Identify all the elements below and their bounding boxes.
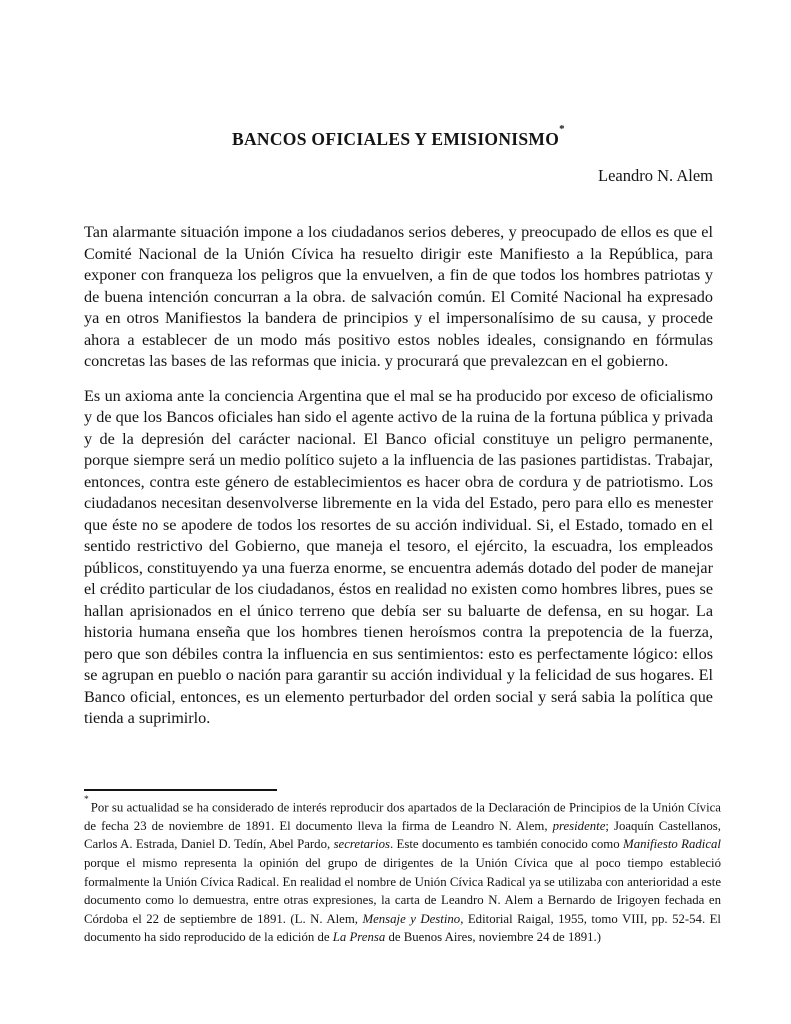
footnote-marker: * xyxy=(84,795,89,805)
title-footnote-marker: * xyxy=(559,123,565,136)
body-text xyxy=(84,222,713,730)
paragraph-2: Es un axioma ante la conciencia Argentina que el mal se ha producido por exceso de oficialismo y de que los Bancos oficiales han sido el agente activo de la ruina de la fortuna pública y privada y de la depresión del carácter nacional. El Banco oficial constituye un peligro permanente, porque siempre será un medio político sujeto a la influencia de las pasiones partidistas. Trabajar, entonces, contra este género de establecimientos es hacer obra de cordura y de patriotismo. Los ciudadanos necesitan desenvolverse libremente en la vida del Estado, pero para ello es menester que éste no se apodere de todos los resortes de su acción individual. Si, el Estado, tomado en el sentido restrictivo del Gobierno, que maneja el tesoro, el ejército, la escuadra, los empleados públicos, constituyendo ya una fuerza enorme, se encuentra además dotado del poder de manejar el crédito particular de los ciudadanos, éstos en realidad no existen como hombres libres, pues se hallan aprisionados en el único terreno que debía ser su baluarte de defensa, en su hogar. La historia humana enseña que los hombres tienen heroísmos contra la prepotencia de la fuerza, pero que son débiles contra la influencia en sus sentimientos: esto es perfectamente lógico: ellos se agrupan en pueblo o nación para garantir su acción individual y la felicidad de sus hogares. El Banco oficial, entonces, es un elemento perturbador del orden social y será sabia la política que tienda a suprimirlo. xyxy=(84,386,713,727)
footnote-segment: porque el mismo representa la opinión del grupo de dirigentes de la Unión Cívica que al poco tiempo estableció formalmente la Unión Cívica Radical. En realidad el nombre de Unión Cívica Radical ya se utilizaba con anterioridad a este documento como lo demuestra, entre otras expresiones, la carta de Leandro N. Alem a Bernardo de Irigoyen fechada en Córdoba el 22 de septiembre de 1891. (L. N. Alem, xyxy=(84,856,721,926)
footnote-segment: , Editorial Raigal, 1955, tomo VIII, pp. 52-54. El documento ha sido reproducido de la edición de xyxy=(84,911,721,945)
footnote-segment: . Este documento es también conocido como xyxy=(389,837,624,852)
footnote-segment: de Buenos Aires, noviembre 24 de 1891.) xyxy=(385,930,601,945)
footnote-italic-segment: presidente xyxy=(552,818,606,833)
footnote-segment: Por su actualidad se ha considerado de interés reproducir dos apartados de la Declaración de Principios de la Unión Cívica de fecha 23 de noviembre de 1891. El documento lleva la firma de Leandro N. Alem, xyxy=(84,800,721,833)
footnote-italic-segment: secretarios xyxy=(333,837,390,852)
page-title-text: BANCOS OFICIALES Y EMISIONISMO xyxy=(232,129,560,149)
footnote xyxy=(84,795,721,947)
footnote-separator xyxy=(84,789,277,791)
paragraph-1: Tan alarmante situación impone a los ciudadanos serios deberes, y preocupado de ellos es que el Comité Nacional de la Unión Cívica ha resuelto dirigir este Manifiesto a la República, para exponer con franqueza los peligros que la envuelven, a fin de que todos los hombres patriotas y de buena intención concurran a la obra. de salvación común. El Comité Nacional ha expresado ya en otros Manifiestos la bandera de principios y el impersonalísimo de su causa, y procede ahora a establecer de un modo más positivo estos nobles ideales, consignando en fórmulas concretas las bases de las reformas que inicia. y procurará que prevalezcan en el gobierno. xyxy=(84,223,713,370)
footnote-italic-segment: La Prensa xyxy=(332,930,386,945)
footnote-italic-segment: Manifiesto Radical xyxy=(623,837,721,852)
footnote-segment: ; Joaquín Castellanos, Carlos A. Estrada, Daniel D. Tedín, Abel Pardo, xyxy=(84,818,721,852)
author-line: Leandro N. Alem xyxy=(597,166,713,185)
footnote-text xyxy=(84,800,721,944)
page-title xyxy=(84,123,713,150)
footnote-italic-segment: Mensaje y Destino xyxy=(362,911,461,926)
